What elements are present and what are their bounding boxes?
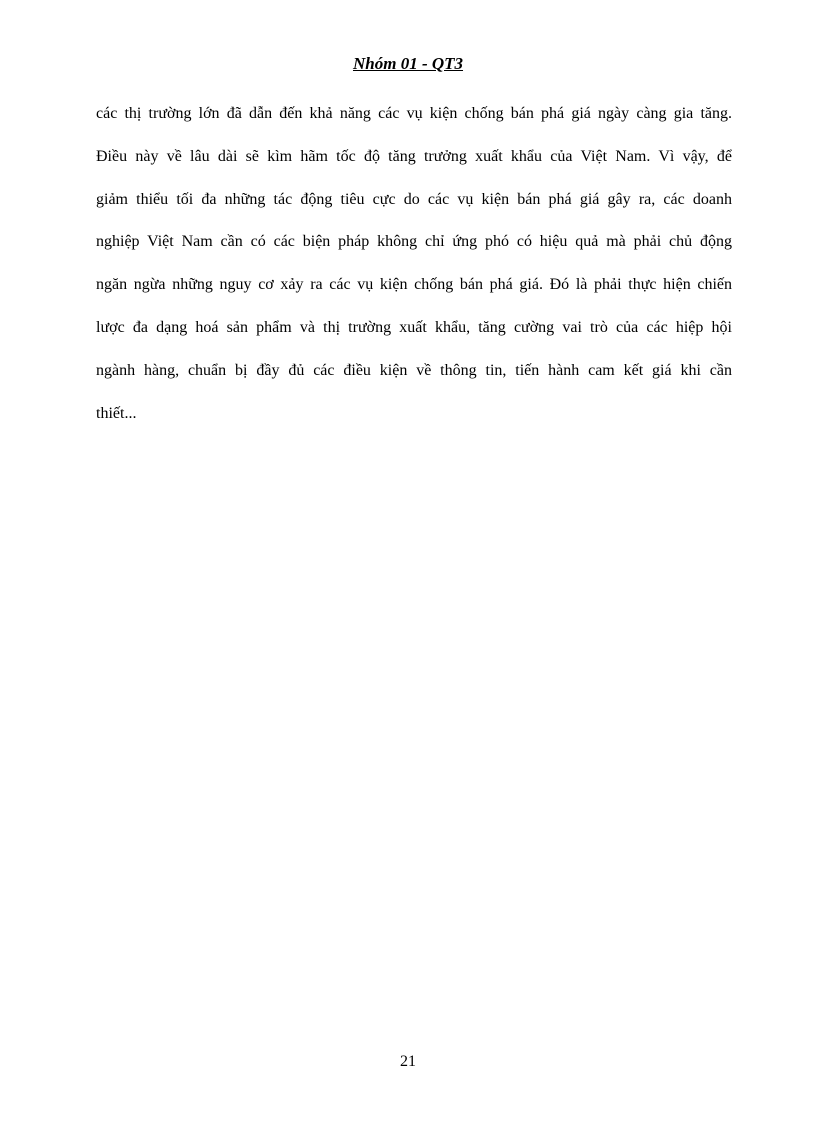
paragraph-line: ngăn ngừa những nguy cơ xảy ra các vụ kiện chống bán phá giá. Đó là phải thực hiện chiến <box>96 276 732 294</box>
page-header-title: Nhóm 01 - QT3 <box>352 54 464 73</box>
paragraph-line: Điều này về lâu dài sẽ kìm hãm tốc độ tăng trưởng xuất khẩu của Việt Nam. Vì vậy, để <box>96 147 732 165</box>
paragraph-line: lược đa dạng hoá sản phẩm và thị trường xuất khẩu, tăng cường vai trò của các hiệp hội <box>96 318 732 336</box>
paragraph-line: thiết... <box>96 404 137 422</box>
paragraph-line: ngành hàng, chuẩn bị đầy đủ các điều kiện về thông tin, tiến hành cam kết giá khi cần <box>96 361 732 379</box>
paragraph-line: giảm thiểu tối đa những tác động tiêu cực do các vụ kiện bán phá giá gây ra, các doanh <box>96 190 732 208</box>
paragraph-line: nghiệp Việt Nam cần có các biện pháp không chỉ ứng phó có hiệu quả mà phải chủ động <box>96 233 732 251</box>
page-number: 21 <box>400 1053 416 1070</box>
body-paragraph <box>96 98 732 440</box>
paragraph-line: các thị trường lớn đã dẫn đến khả năng các vụ kiện chống bán phá giá ngày càng gia tăng. <box>96 105 732 122</box>
